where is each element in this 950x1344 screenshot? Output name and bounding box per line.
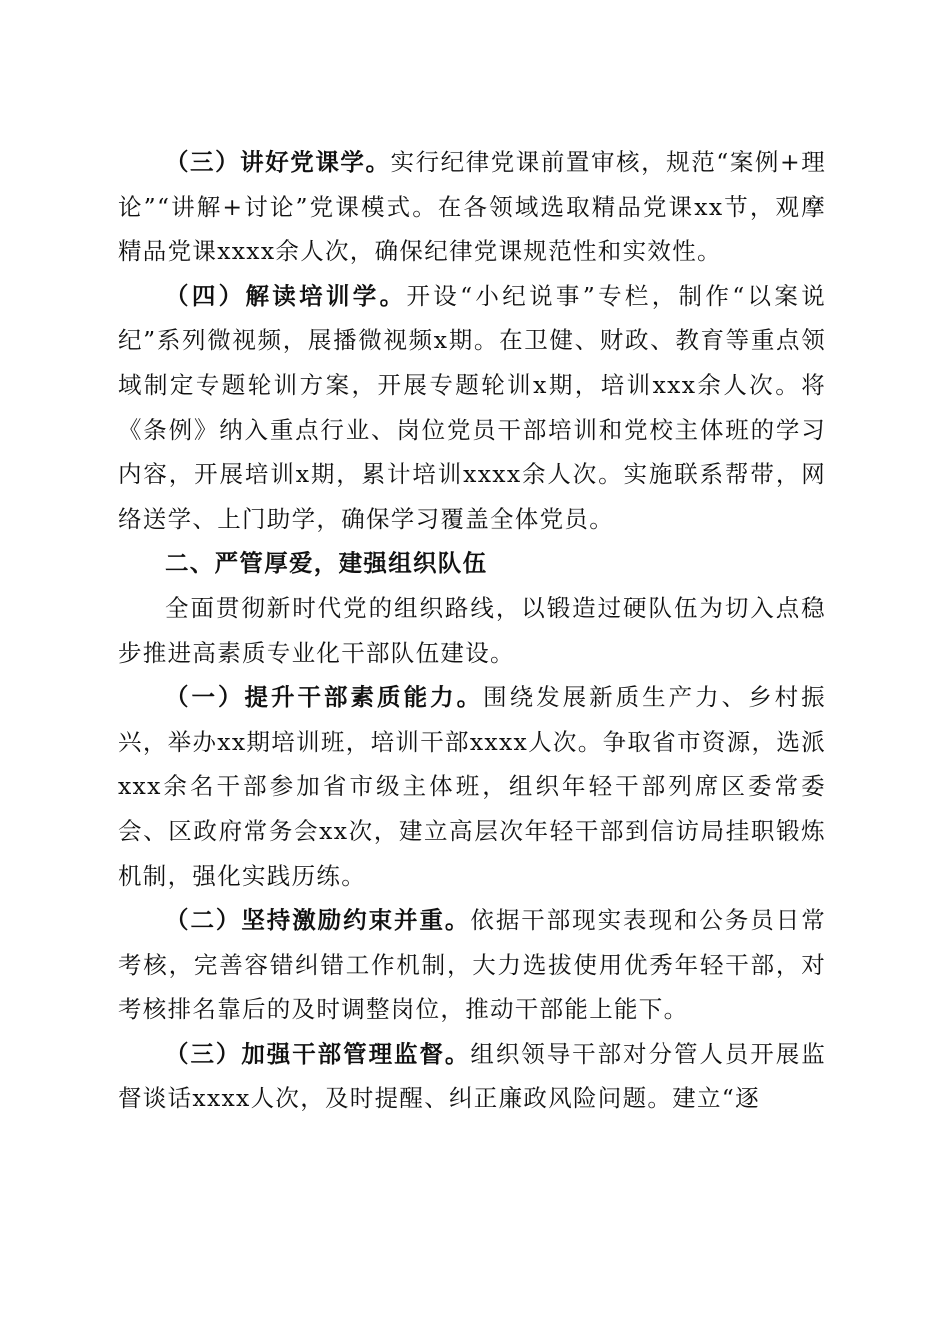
paragraph-text: 依据干部现实表现和公务员日常考核，完善容错纠错工作机制，大力选拔使用优秀年轻干部，对考核排名靠后的及时调整岗位，推动干部能上能下。 bbox=[118, 906, 826, 1024]
paragraph-party-lesson bbox=[118, 140, 826, 274]
paragraph-incentive bbox=[118, 898, 826, 1032]
paragraph-text: 组织领导干部对分管人员开展监督谈话xxxx人次，及时提醒、纠正廉政风险问题。建立“逐 bbox=[118, 1039, 826, 1113]
paragraph-lead: （一）提升干部素质能力。 bbox=[165, 683, 484, 712]
paragraph-lead: （四）解读培训学。 bbox=[165, 281, 407, 310]
paragraph-text: 开设“小纪说事”专栏，制作“以案说纪”系列微视频，展播微视频x期。在卫健、财政、教育等重点领域制定专题轮训方案，开展专题轮训x期，培训xxx余人次。将《条例》纳入重点行业、岗位党员干部培训和党校主体班的学习内容，开展培训x期，累计培训xxxx余人次。实施联系帮带，网络送学、上门助学，确保学习覆盖全体党员。 bbox=[118, 281, 826, 533]
paragraph-lead: （二）坚持激励约束并重。 bbox=[165, 906, 471, 935]
paragraph-lead: （三）加强干部管理监督。 bbox=[165, 1039, 471, 1068]
section-intro: 全面贯彻新时代党的组织路线，以锻造过硬队伍为切入点稳步推进高素质专业化干部队伍建设。 bbox=[118, 593, 826, 667]
paragraph-text: 围绕发展新质生产力、乡村振兴，举办xx期培训班，培训干部xxxx人次。争取省市资源，选派xxx余名干部参加省市级主体班，组织年轻干部列席区委常委会、区政府常务会xx次，建立高层次年轻干部到信访局挂职锻炼机制，强化实践历练。 bbox=[118, 683, 826, 890]
paragraph-training bbox=[118, 274, 826, 542]
paragraph-supervision bbox=[118, 1032, 826, 1121]
paragraph-lead: （三）讲好党课学。 bbox=[165, 148, 391, 176]
document-body bbox=[118, 140, 826, 1121]
paragraph-cadre-ability bbox=[118, 675, 826, 898]
section-heading: 二、严管厚爱，建强组织队伍 bbox=[165, 549, 488, 578]
paragraph-text: 实行纪律党课前置审核，规范“案例+理论”“讲解+讨论”党课模式。在各领域选取精品党课xx节，观摩精品党课xxxx余人次，确保纪律党课规范性和实效性。 bbox=[118, 148, 826, 266]
